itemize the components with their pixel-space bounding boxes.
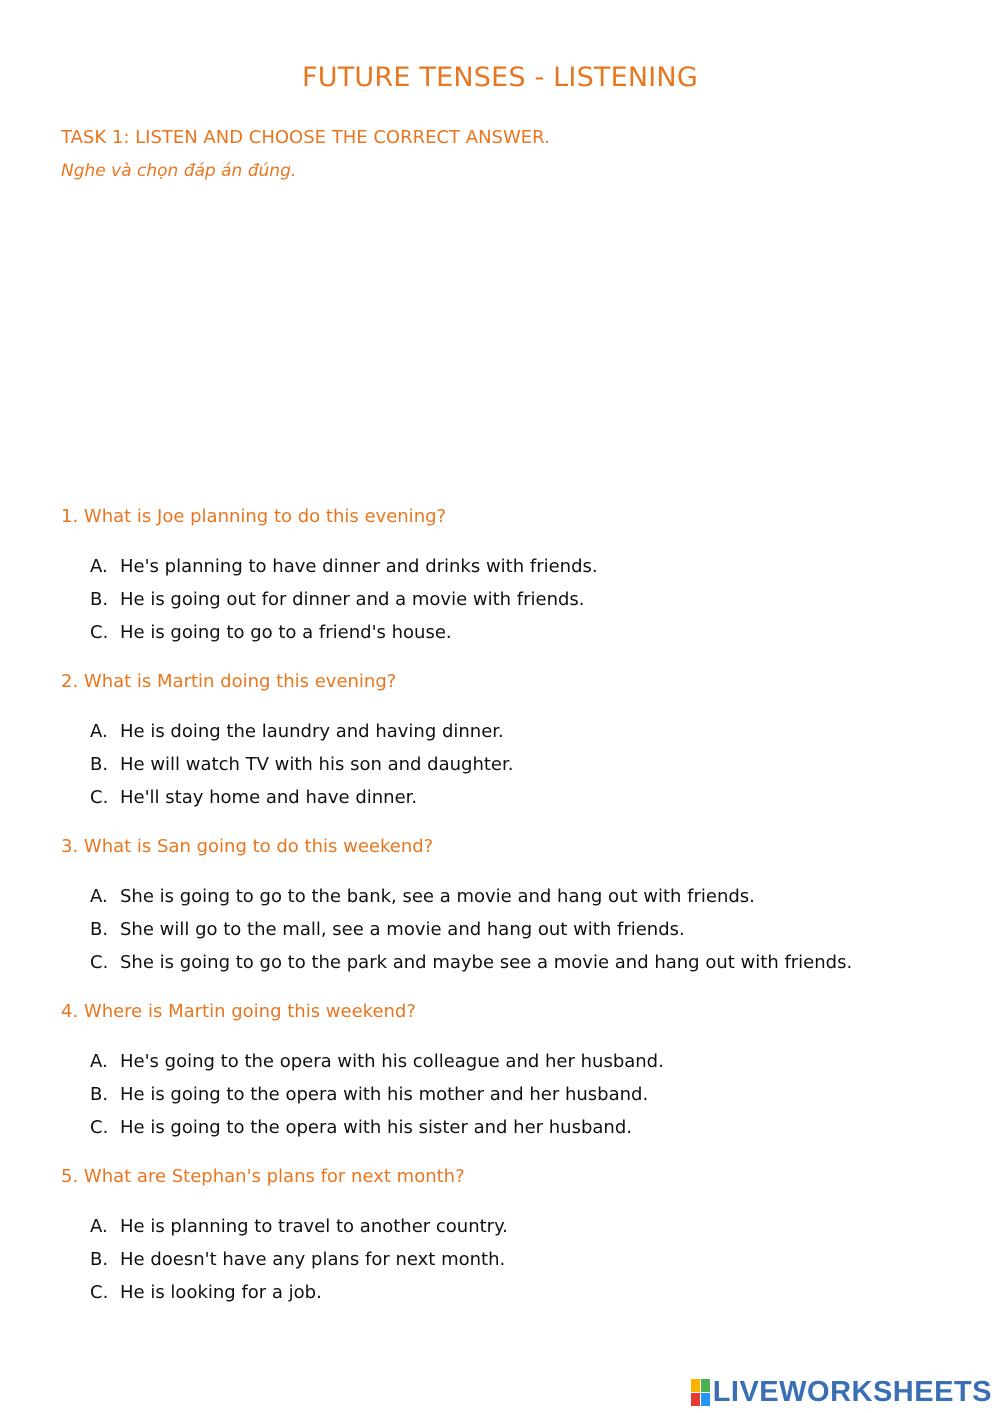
option-text: He is going to the opera with his sister and her husband. (120, 1117, 632, 1138)
option-text: She is going to go to the park and maybe see a movie and hang out with friends. (120, 952, 853, 973)
answer-option[interactable] (90, 556, 598, 577)
answer-option[interactable] (90, 1282, 322, 1303)
option-text: He doesn't have any plans for next month. (120, 1249, 506, 1270)
option-text: He is going out for dinner and a movie with friends. (120, 589, 585, 610)
option-letter: C. (90, 1282, 109, 1303)
option-text: He is looking for a job. (120, 1282, 322, 1303)
question-5 (0, 1166, 1000, 1331)
answer-option[interactable] (90, 1051, 664, 1072)
question-text: 1. What is Joe planning to do this evening? (61, 506, 447, 527)
option-letter: C. (90, 787, 109, 808)
option-text: He is planning to travel to another country. (120, 1216, 508, 1237)
logo-square-icon (701, 1393, 710, 1406)
option-letter: A. (90, 721, 108, 742)
option-text: He is going to the opera with his mother and her husband. (120, 1084, 649, 1105)
liveworksheets-logo[interactable] (691, 1377, 992, 1407)
answer-option[interactable] (90, 1216, 508, 1237)
option-letter: C. (90, 952, 109, 973)
option-letter: A. (90, 886, 108, 907)
logo-square-icon (691, 1393, 700, 1406)
option-text: He's planning to have dinner and drinks with friends. (120, 556, 598, 577)
question-1 (0, 506, 1000, 671)
option-letter: B. (90, 919, 109, 940)
question-list (0, 506, 1000, 1331)
answer-option[interactable] (90, 952, 852, 973)
answer-option[interactable] (90, 787, 417, 808)
logo-mark-icon (691, 1379, 710, 1406)
option-letter: A. (90, 556, 108, 577)
logo-text: LIVEWORKSHEETS (712, 1375, 992, 1408)
question-2 (0, 671, 1000, 836)
answer-option[interactable] (90, 1249, 505, 1270)
option-letter: C. (90, 1117, 109, 1138)
option-text: She is going to go to the bank, see a movie and hang out with friends. (120, 886, 755, 907)
answer-option[interactable] (90, 622, 452, 643)
option-letter: A. (90, 1051, 108, 1072)
option-letter: B. (90, 1249, 109, 1270)
page-title: FUTURE TENSES - LISTENING (302, 62, 698, 93)
answer-option[interactable] (90, 589, 585, 610)
logo-square-icon (701, 1379, 710, 1392)
task-heading: TASK 1: LISTEN AND CHOOSE THE CORRECT ANSWER. (61, 127, 550, 148)
option-text: He is doing the laundry and having dinner. (120, 721, 504, 742)
question-text: 4. Where is Martin going this weekend? (61, 1001, 416, 1022)
question-text: 2. What is Martin doing this evening? (61, 671, 397, 692)
question-text: 5. What are Stephan's plans for next month? (61, 1166, 465, 1187)
audio-player-area (61, 200, 941, 480)
answer-option[interactable] (90, 721, 504, 742)
option-text: He's going to the opera with his colleague and her husband. (120, 1051, 664, 1072)
answer-option[interactable] (90, 1084, 648, 1105)
answer-option[interactable] (90, 886, 755, 907)
option-text: She will go to the mall, see a movie and hang out with friends. (120, 919, 685, 940)
option-letter: B. (90, 754, 109, 775)
question-text: 3. What is San going to do this weekend? (61, 836, 434, 857)
answer-option[interactable] (90, 754, 513, 775)
answer-option[interactable] (90, 1117, 632, 1138)
option-letter: A. (90, 1216, 108, 1237)
option-letter: C. (90, 622, 109, 643)
question-3 (0, 836, 1000, 1001)
question-4 (0, 1001, 1000, 1166)
logo-square-icon (691, 1379, 700, 1392)
task-subtitle: Nghe và chọn đáp án đúng. (61, 161, 297, 181)
option-text: He is going to go to a friend's house. (120, 622, 452, 643)
option-letter: B. (90, 1084, 109, 1105)
option-text: He will watch TV with his son and daughter. (120, 754, 514, 775)
option-letter: B. (90, 589, 109, 610)
option-text: He'll stay home and have dinner. (120, 787, 418, 808)
answer-option[interactable] (90, 919, 685, 940)
